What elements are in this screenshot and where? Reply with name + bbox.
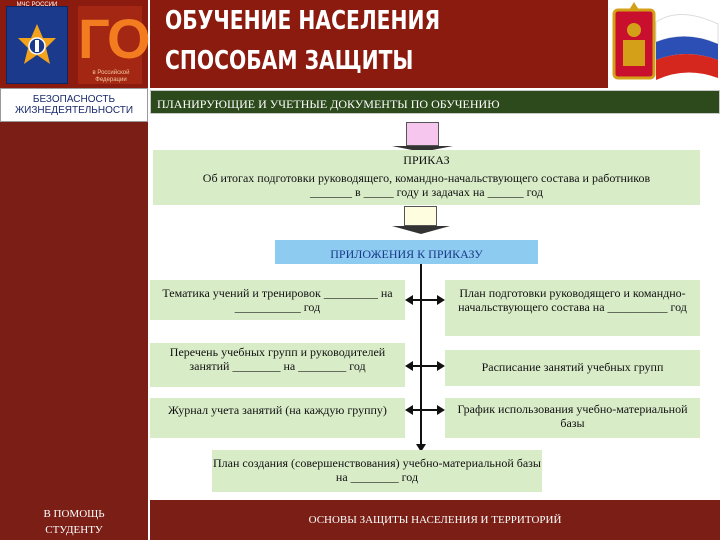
arrow-right-icon: [437, 361, 445, 371]
order-title: ПРИКАЗ: [403, 153, 450, 167]
appendix-left-1: Тематика учений и тренировок _________ на ___________ год: [150, 280, 405, 320]
order-text: Об итогах подготовки руководящего, командно-начальствующего состава и работников _______ в _____ году и задачах на ______ год: [202, 171, 651, 199]
order-box: [153, 150, 700, 205]
footer-title: ОСНОВЫ ЗАЩИТЫ НАСЕЛЕНИЯ И ТЕРРИТОРИЙ: [150, 500, 720, 540]
page-title-line2: СПОСОБАМ ЗАЩИТЫ: [165, 46, 414, 76]
arrow-left-icon: [405, 295, 413, 305]
arrow-left-icon: [405, 405, 413, 415]
arrow-right-icon: [437, 295, 445, 305]
appendix-right-3: График использования учебно-материальной базы: [445, 398, 700, 438]
agency-label: МЧС РОССИИ: [16, 2, 58, 8]
appendix-marker: [404, 206, 437, 226]
arrow-right-icon: [437, 405, 445, 415]
sidebar-bottom-line2: СТУДЕНТУ: [45, 524, 103, 536]
appendix-left-3: Журнал учета занятий (на каждую группу): [150, 398, 405, 438]
order-marker: [406, 122, 439, 146]
sidebar-top-label: БЕЗОПАСНОСТЬ ЖИЗНЕДЕЯТЕЛЬНОСТИ: [0, 88, 148, 122]
arrow-down-icon: [392, 226, 450, 234]
go-logo: ГО: [78, 7, 149, 70]
sidebar-bottom-line1: В ПОМОЩЬ: [43, 508, 105, 520]
appendix-left-2: Перечень учебных групп и руководителей занятий ________ на ________ год: [150, 343, 405, 387]
go-logo-subtext: в Российской Федерации: [92, 70, 130, 83]
appendix-right-1: План подготовки руководящего и командно-начальствующего состава на __________ год: [445, 280, 700, 336]
section-title: ПЛАНИРУЮЩИЕ И УЧЕТНЫЕ ДОКУМЕНТЫ ПО ОБУЧЕНИЮ: [150, 90, 720, 114]
arrow-left-icon: [405, 361, 413, 371]
appendix-bottom: План создания (совершенствования) учебно-материальной базы на ________ год: [212, 450, 542, 492]
page-title-line1: ОБУЧЕНИЕ НАСЕЛЕНИЯ: [165, 6, 441, 36]
appendices-title: ПРИЛОЖЕНИЯ К ПРИКАЗУ: [275, 240, 538, 264]
appendix-right-2: Расписание занятий учебных групп: [445, 350, 700, 386]
